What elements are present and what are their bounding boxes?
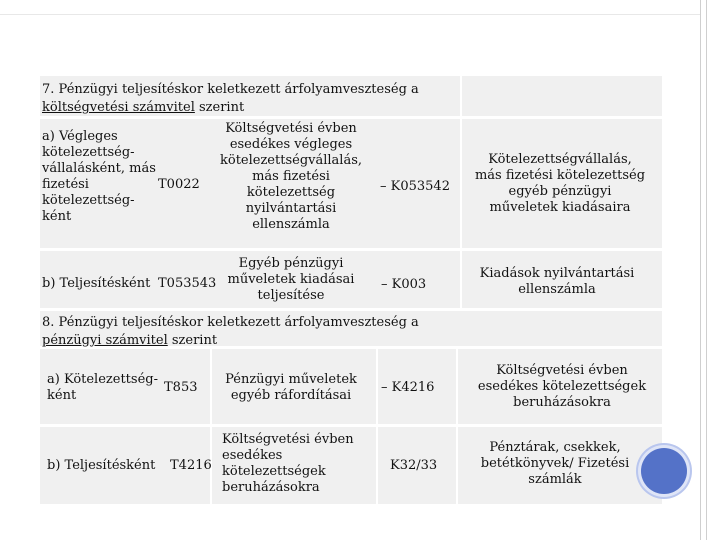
desc-line: egyéb pénzügyi xyxy=(508,184,612,199)
label-line: a) Végleges xyxy=(42,129,118,144)
credit-description xyxy=(462,152,658,216)
section-8-title-rest: szerint xyxy=(167,333,218,348)
desc-line: Költségvetési évben xyxy=(496,363,628,378)
desc-line: betétkönyvek/ Fizetési xyxy=(480,456,630,471)
desc-line: nyilvántartási xyxy=(245,201,337,216)
desc-line: ellenszámla xyxy=(518,282,596,297)
debit-code: T4216 xyxy=(170,458,212,473)
section-7-title-underlined: költségvetési számvitel xyxy=(42,100,195,115)
section-8-title-line2 xyxy=(42,333,217,349)
debit-description xyxy=(206,121,376,233)
desc-line: Egyéb pénzügyi xyxy=(238,256,344,271)
debit-description xyxy=(206,256,376,304)
label-line: fizetési xyxy=(42,177,89,192)
desc-line: műveletek kiadásaira xyxy=(489,200,631,215)
row-divider xyxy=(40,116,662,119)
desc-line: beruházásokra xyxy=(222,480,320,495)
desc-line: kötelezettségvállalás, xyxy=(219,153,363,168)
credit-code: K32/33 xyxy=(390,458,438,473)
desc-line: esedékes kötelezettségek xyxy=(477,379,647,394)
desc-line: esedékes végleges xyxy=(229,137,353,152)
debit-code: T053543 xyxy=(158,276,217,291)
row-label xyxy=(42,129,156,225)
section-7-title-line2 xyxy=(42,100,244,116)
label-line: ként xyxy=(42,209,72,224)
desc-line: műveletek kiadásai xyxy=(227,272,355,287)
desc-line: más fizetési xyxy=(252,169,330,184)
row-label: b) Teljesítésként xyxy=(47,458,156,473)
desc-line: Kiadások nyilvántartási xyxy=(479,266,635,281)
desc-line: Költségvetési évben xyxy=(225,121,357,136)
credit-code: – K003 xyxy=(381,277,427,292)
desc-line: ellenszámla xyxy=(252,217,330,232)
row-label xyxy=(47,372,158,404)
section-7-title: 7. Pénzügyi teljesítéskor keletkezett árfolyamveszteség a xyxy=(42,82,419,97)
desc-line: kötelezettségek xyxy=(222,464,326,479)
debit-code: T0022 xyxy=(158,177,200,192)
desc-line: Kötelezettségvállalás, xyxy=(488,152,632,167)
credit-description xyxy=(462,363,662,411)
section-7-title-rest: szerint xyxy=(194,100,245,115)
label-line: vállalásként, más xyxy=(42,161,156,176)
section-8-title-underlined: pénzügyi számvitel xyxy=(42,333,168,348)
debit-code: T853 xyxy=(164,380,198,395)
column-divider xyxy=(376,348,378,504)
debit-description xyxy=(216,372,366,404)
credit-code: – K4216 xyxy=(381,380,435,395)
credit-code: – K053542 xyxy=(380,179,450,194)
desc-line: Pénztárak, csekkek, xyxy=(489,440,621,455)
slide-border-line xyxy=(706,0,707,540)
slide-border-line xyxy=(700,0,701,540)
row-label: b) Teljesítésként xyxy=(42,276,151,291)
section-8-title: 8. Pénzügyi teljesítéskor keletkezett árfolyamveszteség a xyxy=(42,315,419,330)
desc-line: Pénzügyi műveletek xyxy=(225,372,357,387)
label-line: a) Kötelezettség- xyxy=(47,372,158,387)
label-line: kötelezettség- xyxy=(42,145,135,160)
row-divider xyxy=(40,424,662,427)
credit-description xyxy=(460,440,650,488)
desc-line: teljesítése xyxy=(257,288,325,303)
slide-top-rule xyxy=(0,14,700,15)
column-divider xyxy=(456,348,458,504)
row-divider xyxy=(40,308,662,311)
row-divider xyxy=(40,248,662,251)
desc-line: számlák xyxy=(528,472,582,487)
credit-description xyxy=(462,266,652,298)
desc-line: egyéb ráfordításai xyxy=(230,388,352,403)
slide-decoration-circle xyxy=(641,448,687,494)
desc-line: kötelezettség xyxy=(246,185,336,200)
desc-line: esedékes xyxy=(222,448,283,463)
desc-line: beruházásokra xyxy=(513,395,611,410)
desc-line: más fizetési kötelezettség xyxy=(474,168,646,183)
label-line: kötelezettség- xyxy=(42,193,135,208)
column-divider xyxy=(210,348,212,504)
desc-line: Költségvetési évben xyxy=(222,432,354,447)
label-line: ként xyxy=(47,388,77,403)
debit-description xyxy=(222,432,354,496)
